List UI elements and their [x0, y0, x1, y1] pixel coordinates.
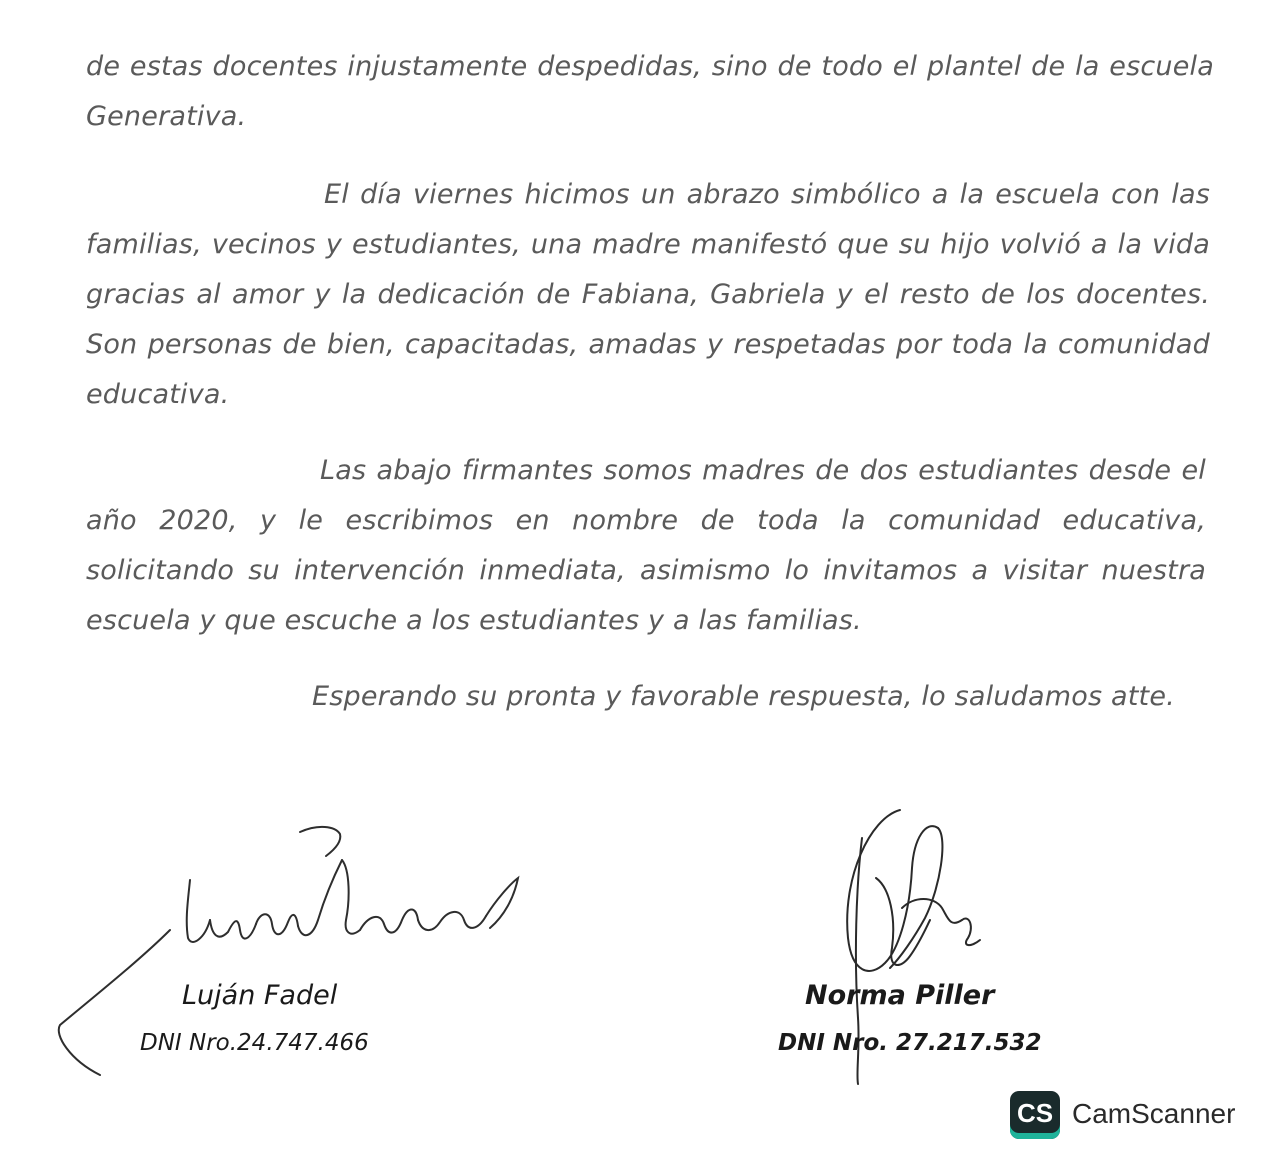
letter-closing: Esperando su pronta y favorable respuesta, lo saludamos atte.	[312, 681, 1175, 712]
camscanner-logo-icon: CS	[1010, 1091, 1060, 1139]
letter-paragraph-school-embrace: El día viernes hicimos un abrazo simbólico a la escuela con las familias, vecinos y estudiantes, una madre manifestó que su hijo volvió a la vida gracias al amor y la dedicación de Fabiana, Gabriela y el resto de los docentes. Son personas de bien, capacitadas, amadas y respetadas por toda la comunidad educativa.	[86, 179, 1210, 410]
letter-paragraph-request: Las abajo firmantes somos madres de dos estudiantes desde el año 2020, y le escribimos en nombre de toda la comunidad educativa, solicitando su intervención inmediata, asimismo lo invitamos a visitar nuestra escuela y que escuche a los estudiantes y a las familias.	[86, 455, 1206, 636]
letter-paragraph-continuation: de estas docentes injustamente despedidas, sino de todo el plantel de la escuela Generativa.	[86, 51, 1214, 132]
signatory-name-1: Luján Fadel	[182, 980, 338, 1011]
camscanner-watermark-label: CamScanner	[1072, 1098, 1236, 1129]
signatory-name-2: Norma Piller	[805, 980, 995, 1011]
signatory-dni-1: DNI Nro.24.747.466	[140, 1030, 369, 1056]
signatory-dni-2: DNI Nro. 27.217.532	[778, 1030, 1042, 1056]
